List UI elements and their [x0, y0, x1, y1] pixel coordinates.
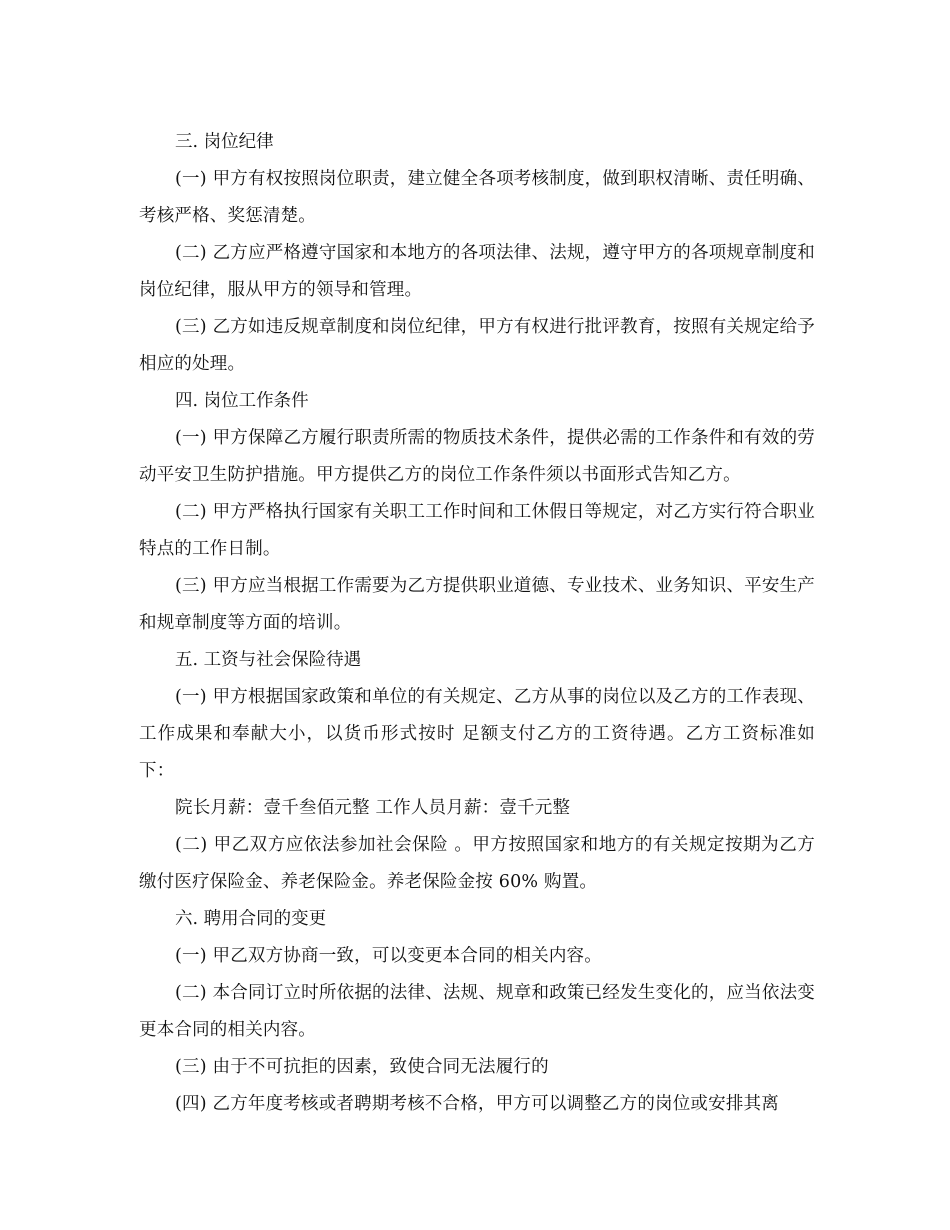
paragraph: (四) 乙方年度考核或者聘期考核不合格，甲方可以调整乙方的岗位或安排其离 — [175, 1094, 779, 1114]
section-heading-4: 四. 岗位工作条件 — [175, 391, 309, 411]
paragraph: (二) 甲乙双方应依法参加社会保险 。甲方按照国家和地方的有关规定按期为乙方缴付医疗保险金、养老保险金。养老保险金按 60% 购置。 — [139, 835, 815, 892]
paragraph: (二) 甲方严格执行国家有关职工工作时间和工休假日等规定，对乙方实行符合职业特点的工作日制。 — [139, 502, 815, 559]
document-body — [139, 124, 815, 1123]
paragraph: (一) 甲方根据国家政策和单位的有关规定、乙方从事的岗位以及乙方的工作表现、工作成果和奉献大小，以货币形式按时 足额支付乙方的工资待遇。乙方工资标准如下： — [139, 687, 815, 781]
paragraph: (一) 甲方保障乙方履行职责所需的物质技术条件，提供必需的工作条件和有效的劳动平安卫生防护措施。甲方提供乙方的岗位工作条件须以书面形式告知乙方。 — [139, 428, 815, 485]
section-heading-6: 六. 聘用合同的变更 — [175, 909, 327, 929]
section-heading-5: 五. 工资与社会保险待遇 — [175, 650, 362, 670]
paragraph: (一) 甲方有权按照岗位职责，建立健全各项考核制度，做到职权清晰、责任明确、考核严格、奖惩清楚。 — [139, 169, 815, 226]
paragraph: (三) 由于不可抗拒的因素，致使合同无法履行的 — [175, 1057, 549, 1077]
paragraph: (二) 乙方应严格遵守国家和本地方的各项法律、法规，遵守甲方的各项规章制度和岗位纪律，服从甲方的领导和管理。 — [139, 243, 815, 300]
paragraph: (二) 本合同订立时所依据的法律、法规、规章和政策已经发生变化的，应当依法变更本合同的相关内容。 — [139, 983, 815, 1040]
paragraph: (三) 乙方如违反规章制度和岗位纪律，甲方有权进行批评教育，按照有关规定给予相应的处理。 — [139, 317, 815, 374]
section-heading-3: 三. 岗位纪律 — [175, 132, 274, 152]
paragraph: (三) 甲方应当根据工作需要为乙方提供职业道德、专业技术、业务知识、平安生产和规章制度等方面的培训。 — [139, 576, 815, 633]
salary-line: 院长月薪：壹千叁佰元整 工作人员月薪：壹千元整 — [175, 798, 571, 818]
paragraph: (一) 甲乙双方协商一致，可以变更本合同的相关内容。 — [175, 946, 602, 966]
